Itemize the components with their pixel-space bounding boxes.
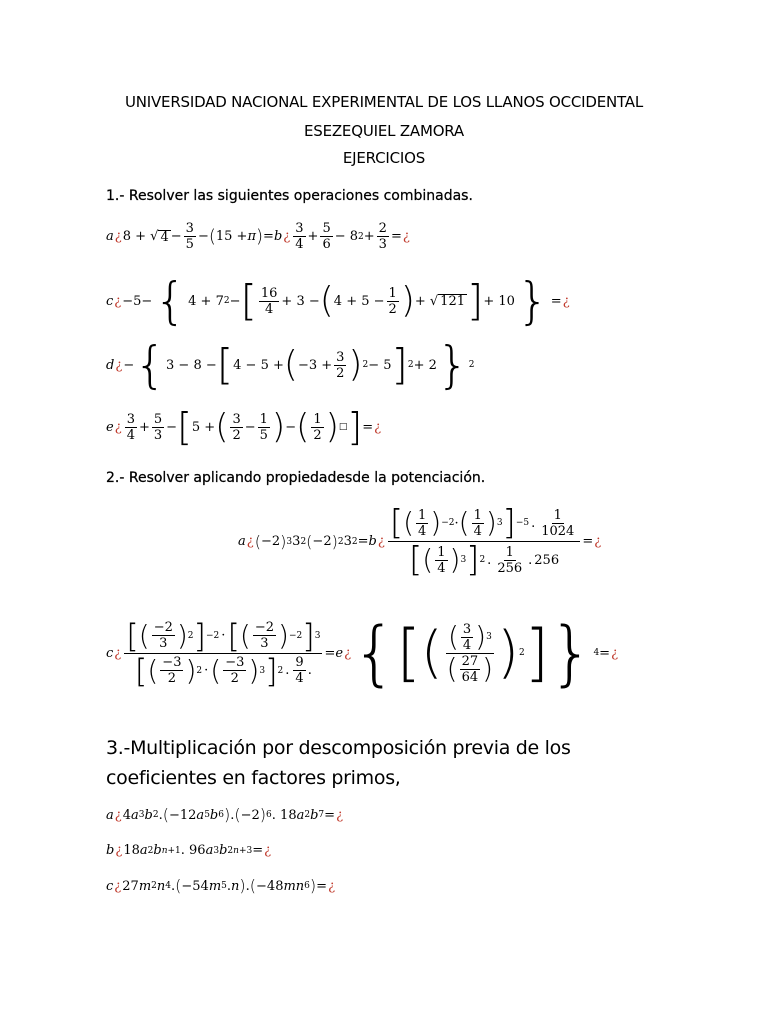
equation-3b: b ¿ 18 a 2 b n+1 . 96 a 3 b 2n+3 = ¿ xyxy=(106,843,272,858)
equation-2c-2e: c ¿ [ ( $\frac{-2}{3}$ ) 2 ] −2 · [ ( $\frac{-2}{3}$ ) −2 ] 3 [ ( $\frac{-3}{2}$ ) 2 · ( $\frac{-3}{2}$ ) 3 ] 2 . $\frac{9}{4}$ . = e ¿ { [ ( ( $\frac{3}{4}$ ) 3 ( $\frac{27}{64}$ ) ) 2 ] } 4 = ¿ xyxy=(106,612,619,694)
section-1-title: 1.- Resolver las siguientes operaciones combinadas. xyxy=(106,188,473,204)
equation-1e: e ¿ $\frac{3}{4}$ + $\frac{5}{3}$ − [ 5 + ( $\frac{3}{2}$ − $\frac{1}{5}$ ) − ( $\frac{1}{2}$ ) □ ] = ¿ xyxy=(106,405,382,449)
document-title: UNIVERSIDAD NACIONAL EXPERIMENTAL DE LOS LLANOS OCCIDENTAL xyxy=(124,93,644,111)
equation-1a: a ¿ 8 + √ 4 − $\frac{3}{5}$ − ( 15 + π ) = b ¿ $\frac{3}{4}$ + $\frac{5}{6}$ − 8 2 + $\frac{2}{3}$ = ¿ xyxy=(106,221,410,252)
equation-3a: a ¿ 4 a 3 b 2 . ( −12 a 5 b 6 ) . ( −2 ) 6 . 18 a 2 b 7 = ¿ xyxy=(106,805,344,824)
section-2-title: 2.- Resolver aplicando propiedadesde la potenciación. xyxy=(106,470,486,486)
equation-1c: c ¿ −5− { 4 + 7 2 − [ $\frac{16}{4}$ + 3 − ( 4 + 5 − $\frac{1}{2}$ ) + √ 121 ] + 10 } = ¿ xyxy=(106,272,570,330)
document-subtitle: ESEZEQUIEL ZAMORA xyxy=(303,122,464,140)
equation-2a-2b: a ¿ ( −2 ) 3 3 2 ( −2 ) 2 3 2 = b ¿ [ ( $\frac{1}{4}$ ) −2 · ( $\frac{1}{4}$ ) 3 ] −5 . $\frac{1}{1024}$ [ ( $\frac{1}{4}$ ) 3 ] 2 . $\frac{1}{256}$ . 256 = ¿ xyxy=(238,503,602,580)
equation-1d: d ¿ − { 3 − 8 − [ 4 − 5 + ( −3 + $\frac{3}{2}$ ) 2 − 5 ] 2 + 2 } 2 xyxy=(106,336,475,394)
section-3-title: 3.-Multiplicación por descomposición previa de los coeficientes en factores primos, xyxy=(106,737,571,789)
document-heading: EJERCICIOS xyxy=(342,149,426,167)
equation-3c: c ¿ 27 m 2 n 4 . ( −54 m 5 . n ) . ( −48 mn 6 ) = ¿ xyxy=(106,876,336,895)
